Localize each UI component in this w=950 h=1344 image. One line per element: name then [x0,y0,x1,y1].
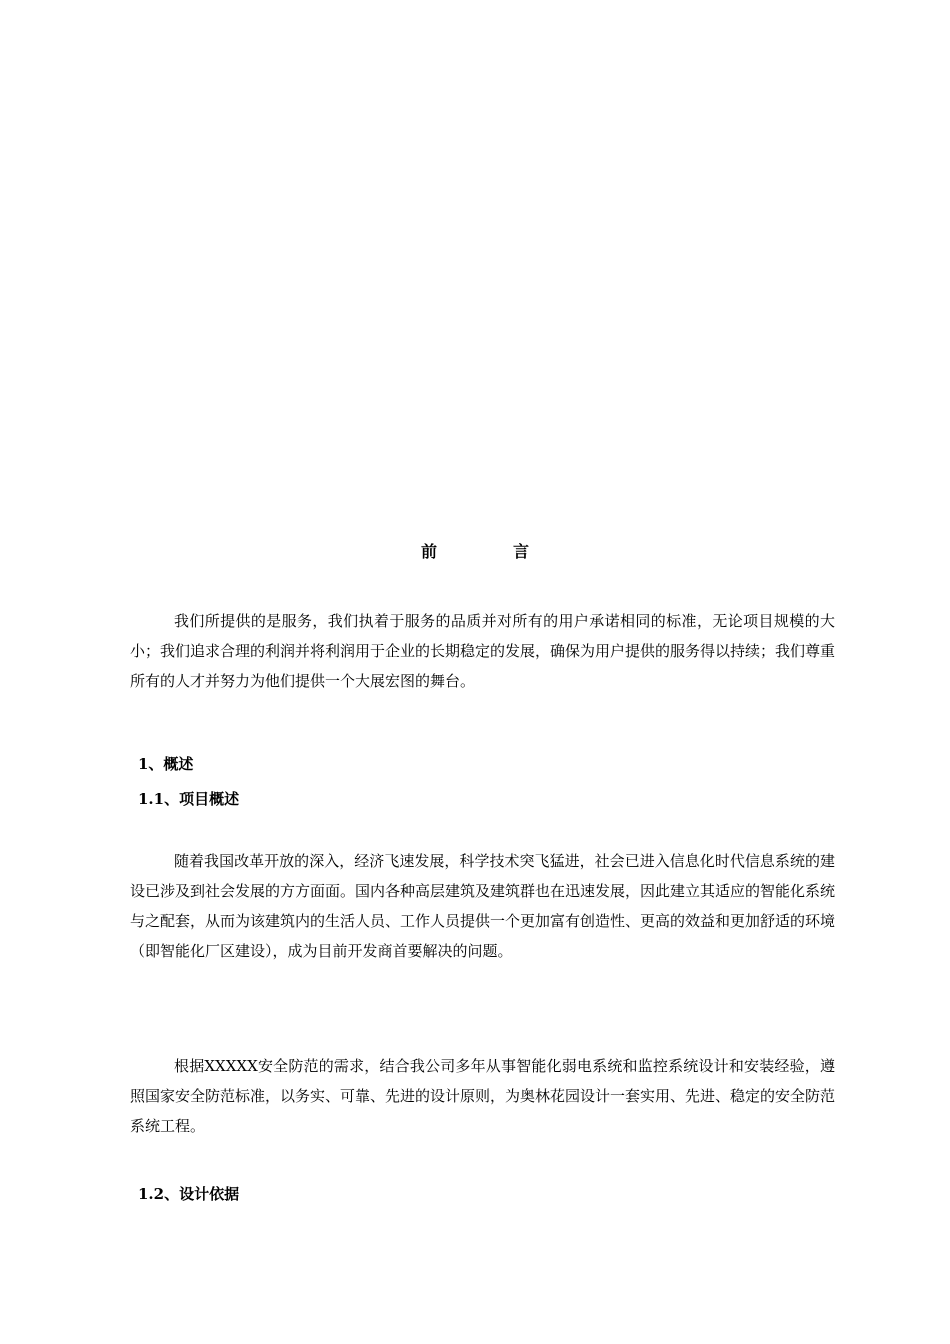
page-title: 前 言 [420,542,559,561]
section-heading-overview: 1、概述 [138,755,194,773]
project-overview-paragraph-1: 随着我国改革开放的深入，经济飞速发展，科学技术突飞猛进，社会已进入信息化时代信息系统的建设已涉及到社会发展的方方面面。国内各种高层建筑及建筑群也在迅速发展，因此建立其适应的智能化系统与之配套，从而为该建筑内的生活人员、工作人员提供一个更加富有创造性、更高的效益和更加舒适的环境（即智能化厂区建设），成为目前开发商首要解决的问题。 [130,852,836,960]
section-heading-design-basis: 1.2、设计依据 [138,1185,240,1203]
project-overview-paragraph-2: 根据XXXXX安全防范的需求，结合我公司多年从事智能化弱电系统和监控系统设计和安装经验，遵照国家安全防范标准，以务实、可靠、先进的设计原则，为奥林花园设计一套实用、先进、稳定的安全防范系统工程。 [130,1057,836,1135]
section-heading-project-overview: 1.1、项目概述 [138,790,240,808]
intro-paragraph: 我们所提供的是服务，我们执着于服务的品质并对所有的用户承诺相同的标准，无论项目规模的大小；我们追求合理的利润并将利润用于企业的长期稳定的发展，确保为用户提供的服务得以持续；我们尊重所有的人才并努力为他们提供一个大展宏图的舞台。 [130,612,836,690]
